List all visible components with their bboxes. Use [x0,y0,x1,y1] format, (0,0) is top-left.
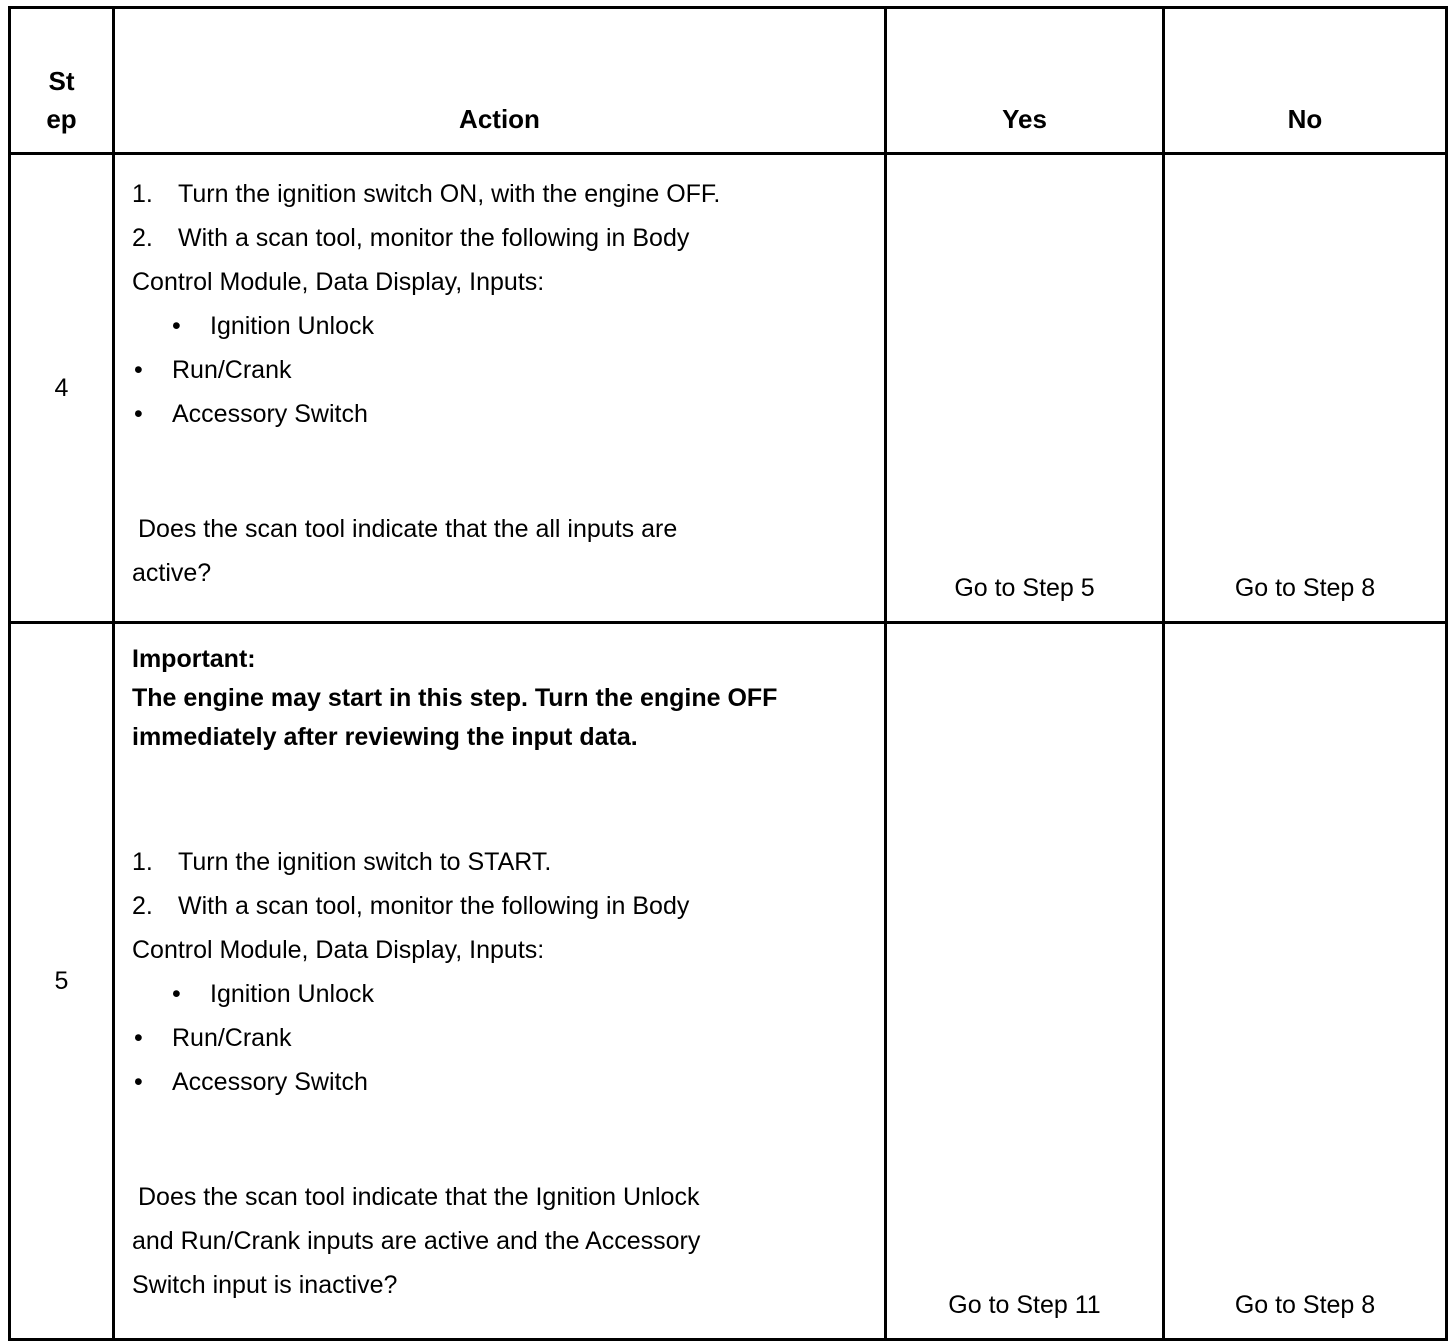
bullet-item [132,348,884,392]
important-text-line-1: The engine may start in this step. Turn the engine OFF [132,684,778,712]
action-cell [114,154,886,623]
question-line-2: active? [132,559,212,587]
list-number: 2. [132,224,153,252]
continuation-text: Control Module, Data Display, Inputs: [132,268,545,296]
header-step-line-1: St [48,66,75,96]
list-number: 2. [132,892,153,920]
important-label: Important: [132,645,256,673]
list-number: 1. [132,848,153,876]
list-item [132,216,884,260]
header-no: No [1164,8,1447,154]
list-text: Turn the ignition switch ON, with the engine OFF. [178,180,721,208]
bullet-text: Accessory Switch [172,400,368,428]
important-text-line-2: immediately after reviewing the input data. [132,723,638,751]
bullet-text: Ignition Unlock [210,312,374,340]
bullet-icon: • [134,356,143,384]
continuation-text: Control Module, Data Display, Inputs: [132,936,545,964]
step-number: 5 [10,623,114,1340]
bullet-text: Run/Crank [172,1024,292,1052]
list-item [132,884,884,928]
bullet-icon: • [172,980,181,1008]
question-line-2: and Run/Crank inputs are active and the Accessory [132,1227,701,1255]
header-yes: Yes [886,8,1164,154]
header-step-line-2: ep [46,104,77,134]
step-number: 4 [10,154,114,623]
list-text: Turn the ignition switch to START. [178,848,552,876]
list-text: With a scan tool, monitor the following in Body [178,892,690,920]
bullet-text: Accessory Switch [172,1068,368,1096]
yes-result: Go to Step 11 [886,623,1164,1340]
list-item [132,172,884,216]
list-number: 1. [132,180,153,208]
bullet-icon: • [134,1024,143,1052]
bullet-icon: • [134,400,143,428]
table-row-step-5 [10,623,1447,1340]
list-text: With a scan tool, monitor the following in Body [178,224,690,252]
header-step [10,8,114,154]
question-line-3: Switch input is inactive? [132,1271,398,1299]
yes-result: Go to Step 5 [886,154,1164,623]
header-action: Action [114,8,886,154]
list-item [132,840,884,884]
question-line-1: Does the scan tool indicate that the all inputs are [138,515,678,543]
bullet-icon: • [172,312,181,340]
bullet-icon: • [134,1068,143,1096]
bullet-text: Run/Crank [172,356,292,384]
bullet-item [132,392,884,436]
question-line-1: Does the scan tool indicate that the Ignition Unlock [138,1183,700,1211]
diagnostic-table [8,6,1448,1341]
action-cell [114,623,886,1340]
no-result: Go to Step 8 [1164,154,1447,623]
diagnostic-table-container [8,6,1445,1338]
table-row-step-4 [10,154,1447,623]
no-result: Go to Step 8 [1164,623,1447,1340]
bullet-item [132,304,884,348]
bullet-item [132,972,884,1016]
bullet-item [132,1016,884,1060]
header-row [10,8,1447,154]
bullet-text: Ignition Unlock [210,980,374,1008]
bullet-item [132,1060,884,1104]
